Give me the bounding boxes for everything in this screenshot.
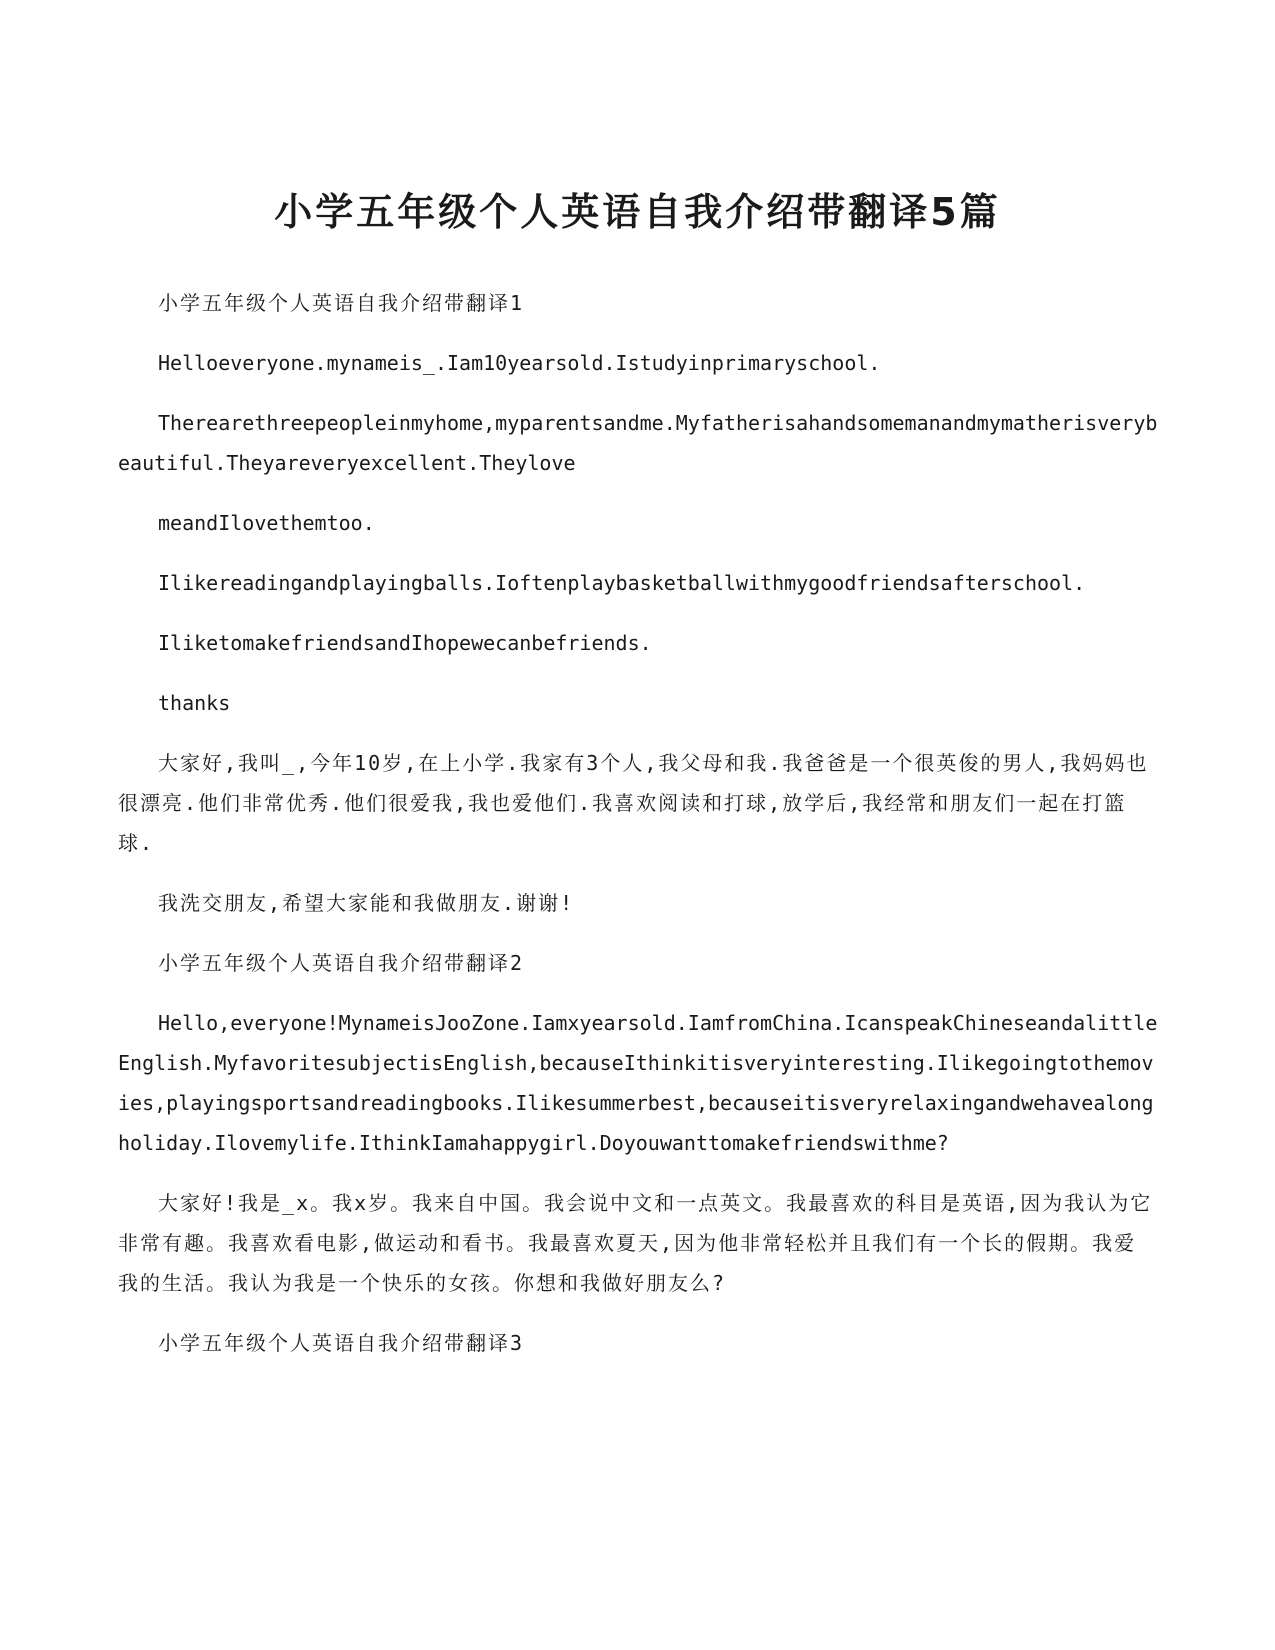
- paragraph-en-intro-2: Hello,everyone!MynameisJooZone.Iamxyearsold.IamfromChina.IcanspeakChineseandalittleEnglish.MyfavoritesubjectisEnglish,becauseIthinkitisveryinteresting.Ilikegoingtothemovies,playingsportsandreadingbooks.Ilikesummerbest,becauseitisveryrelaxingandwehavealongholiday.Ilovemylife.IthinkIamahappygirl.Doyouwanttomakefriendswithme?: [118, 1011, 1158, 1155]
- paragraph-en-friends: IliketomakefriendsandIhopewecanbefriends.: [158, 631, 652, 655]
- paragraph-en-love: meandIlovethemtoo.: [158, 511, 375, 535]
- paragraph-zh-translation-1-end: 我洗交朋友,希望大家能和我做朋友.谢谢!: [158, 891, 575, 915]
- section-heading-3: 小学五年级个人英语自我介绍带翻译3: [158, 1331, 525, 1355]
- paragraph-en-family: Therearethreepeopleinmyhome,myparentsandme.Myfatherisahandsomemanandmymatherisverybeautiful.Theyareveryexcellent.Theylove: [118, 411, 1158, 475]
- paragraph-en-thanks: thanks: [158, 691, 231, 715]
- paragraph-en-hobbies: Ilikereadingandplayingballs.Ioftenplaybasketballwithmygoodfriendsafterschool.: [158, 571, 1086, 595]
- paragraph-zh-translation-2: 大家好!我是_x。我x岁。我来自中国。我会说中文和一点英文。我最喜欢的科目是英语,因为我认为它非常有趣。我喜欢看电影,做运动和看书。我最喜欢夏天,因为他非常轻松并且我们有一个长的假期。我爱我的生活。我认为我是一个快乐的女孩。你想和我做好朋友么?: [118, 1191, 1153, 1295]
- paragraph-zh-translation-1: 大家好,我叫_,今年10岁,在上小学.我家有3个人,我父母和我.我爸爸是一个很英俊的男人,我妈妈也很漂亮.他们非常优秀.他们很爱我,我也爱他们.我喜欢阅读和打球,放学后,我经常和朋友们一起在打篮球.: [118, 751, 1149, 855]
- section-heading-2: 小学五年级个人英语自我介绍带翻译2: [158, 951, 525, 975]
- paragraph-en-intro: Helloeveryone.mynameis_.Iam10yearsold.Istudyinprimaryschool.: [158, 351, 881, 375]
- section-heading-1: 小学五年级个人英语自我介绍带翻译1: [158, 291, 525, 315]
- document-title: 小学五年级个人英语自我介绍带翻译5篇: [274, 190, 1001, 234]
- document-body: [118, 283, 1158, 1383]
